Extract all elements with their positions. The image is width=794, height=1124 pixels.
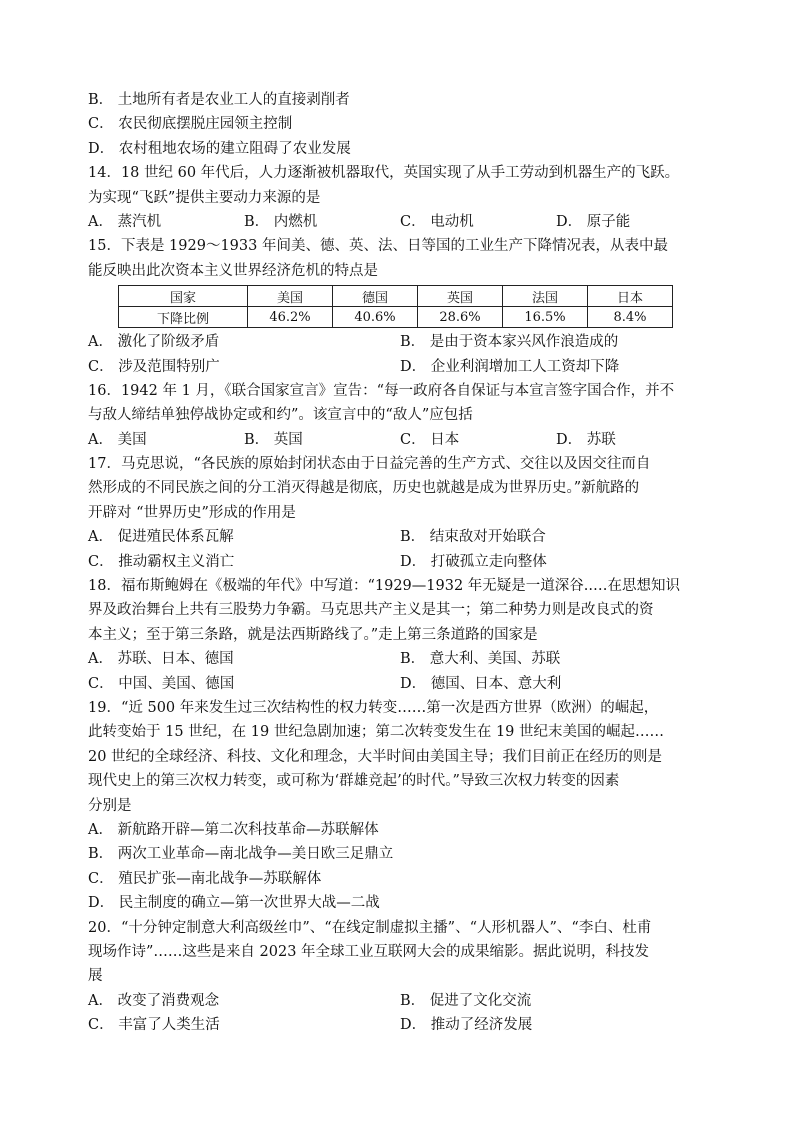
q17-option-c: C． 推动霸权主义消亡 [88, 553, 235, 570]
table-header-cell: 国家 [119, 286, 248, 307]
q15-options-row-1 [88, 330, 712, 354]
table-header-cell: 美国 [248, 286, 333, 307]
q19-option-a: A． 新航路开辟—第二次科技革命—苏联解体 [88, 821, 379, 838]
q16-stem-line-2: 与敌人缔结单独停战协定或和约”。该宣言中的“敌人”应包括 [88, 407, 473, 424]
table-cell: 28.6% [418, 307, 503, 328]
q17-option-a: A． 促进殖民体系瓦解 [88, 529, 234, 546]
q20-option-d: D． 推动了经济发展 [400, 1017, 533, 1034]
q16-option-c: C． 日本 [400, 431, 460, 448]
q20-option-a: A． 改变了消费观念 [88, 992, 220, 1009]
q20-option-c: C． 丰富了人类生活 [88, 1017, 220, 1034]
q17-stem-line-3: 开辟对 “世界历史”形成的作用是 [88, 504, 296, 521]
q17-stem-line-2: 然形成的不同民族之间的分工消灭得越是彻底，历史也就越是成为世界历史。”新航路的 [88, 480, 640, 497]
q15-option-c: C． 涉及范围特别广 [88, 358, 220, 375]
table-header-cell: 法国 [503, 286, 588, 307]
q15-data-table [118, 285, 673, 328]
q19-stem-line-5: 分别是 [88, 797, 132, 814]
q17-stem-line-1: 17．马克思说，“各民族的原始封闭状态由于日益完善的生产方式、交往以及因交往而自 [88, 456, 651, 473]
q19-option-d: D． 民主制度的确立—第一次世界大战—二战 [88, 895, 380, 912]
q15-stem-line-1: 15．下表是 1929～1933 年间美、德、英、法、日等国的工业生产下降情况表，从表中最 [88, 238, 668, 255]
table-cell: 46.2% [248, 307, 333, 328]
q19-stem-line-1: 19．“近 500 年来发生过三次结构性的权力转变……第一次是西方世界（欧洲）的崛起， [88, 699, 659, 716]
q17-options-row-1 [88, 525, 712, 549]
q20-options-row-1 [88, 989, 712, 1013]
q17-option-d: D． 打破孤立走向整体 [400, 553, 547, 570]
q18-options-row-2 [88, 672, 712, 696]
table-cell: 40.6% [333, 307, 418, 328]
q20-stem-line-3: 展 [88, 968, 103, 985]
q16-options [88, 428, 712, 452]
q20-stem-line-1: 20．“十分钟定制意大利高级丝巾”、“在线定制虚拟主播”、“人形机器人”、“李白、杜甫 [88, 919, 652, 936]
table-header-cell: 德国 [333, 286, 418, 307]
table-header-cell: 英国 [418, 286, 503, 307]
q20-stem-line-2: 现场作诗”……这些是来自 2023 年全球工业互联网大会的成果缩影。据此说明，科技发 [88, 943, 650, 960]
q14-stem-line-2: 为实现“飞跃”提供主要动力来源的是 [88, 189, 321, 206]
q13-option-c: C． 农民彻底摆脱庄园领主控制 [88, 116, 293, 133]
q19-option-c: C． 殖民扩张—南北战争—苏联解体 [88, 870, 322, 887]
q19-stem-line-2: 此转变始于 15 世纪，在 19 世纪急剧加速；第二次转变发生在 19 世纪末美国的崛起…… [88, 724, 665, 741]
table-cell: 下降比例 [119, 307, 248, 328]
table-header-row [119, 286, 673, 307]
q17-options-row-2 [88, 550, 712, 574]
q16-option-b: B． 英国 [244, 431, 303, 448]
table-cell: 16.5% [503, 307, 588, 328]
q13-option-b: B． 土地所有者是农业工人的直接剥削者 [88, 92, 350, 108]
q18-option-d: D． 德国、日本、意大利 [400, 675, 562, 692]
q14-option-a: A． 蒸汽机 [88, 213, 162, 230]
table-cell: 8.4% [588, 307, 673, 328]
q19-option-b: B． 两次工业革命—南北战争—美日欧三足鼎立 [88, 846, 394, 863]
q15-option-a: A． 激化了阶级矛盾 [88, 334, 220, 351]
q15-option-b: B． 是由于资本家兴风作浪造成的 [400, 334, 619, 351]
q16-stem-line-1: 16．1942 年 1 月，《联合国家宣言》宣告：“每一政府各自保证与本宣言签字国合作，并不 [88, 382, 675, 399]
q14-stem-line-1: 14．18 世纪 60 年代后，人力逐渐被机器取代，英国实现了从手工劳动到机器生产的飞跃。 [88, 165, 680, 182]
q15-stem-line-2: 能反映出此次资本主义世界经济危机的特点是 [88, 262, 378, 279]
q14-options [88, 210, 712, 234]
q16-option-d: D． 苏联 [556, 431, 616, 448]
q16-option-a: A． 美国 [88, 431, 147, 448]
q18-stem-line-1: 18．福布斯鲍姆在《极端的年代》中写道：“1929—1932 年无疑是一道深谷..…在思想知识 [88, 578, 680, 595]
q18-options-row-1 [88, 647, 712, 671]
q15-option-d: D． 企业利润增加工人工资却下降 [400, 358, 620, 375]
q19-stem-line-3: 20 世纪的全球经济、科技、文化和理念，大半时间由美国主导；我们目前正在经历的则是 [88, 748, 663, 765]
q14-option-d: D． 原子能 [556, 213, 631, 230]
q18-option-a: A． 苏联、日本、德国 [88, 651, 234, 668]
table-header-cell: 日本 [588, 286, 673, 307]
q18-stem-line-3: 本主义；至于第三条路，就是法西斯路线了。”走上第三条道路的国家是 [88, 626, 538, 643]
q15-options-row-2 [88, 355, 712, 379]
q17-option-b: B． 结束敌对开始联合 [400, 529, 546, 546]
q14-option-b: B． 内燃机 [244, 213, 318, 230]
q18-option-b: B． 意大利、美国、苏联 [400, 651, 561, 668]
q13-option-d: D． 农村租地农场的建立阻碍了农业发展 [88, 140, 351, 157]
q20-option-b: B． 促进了文化交流 [400, 992, 532, 1009]
exam-page [88, 88, 712, 1037]
table-row [119, 307, 673, 328]
q20-options-row-2 [88, 1013, 712, 1037]
q14-option-c: C． 电动机 [400, 213, 474, 230]
q18-option-c: C． 中国、美国、德国 [88, 675, 235, 692]
q19-stem-line-4: 现代史上的第三次权力转变，或可称为‘群雄竞起’的时代。”导致三次权力转变的因素 [88, 773, 620, 790]
q18-stem-line-2: 界及政治舞台上共有三股势力争霸。马克思共产主义是其一；第二种势力则是改良式的资 [88, 602, 654, 619]
